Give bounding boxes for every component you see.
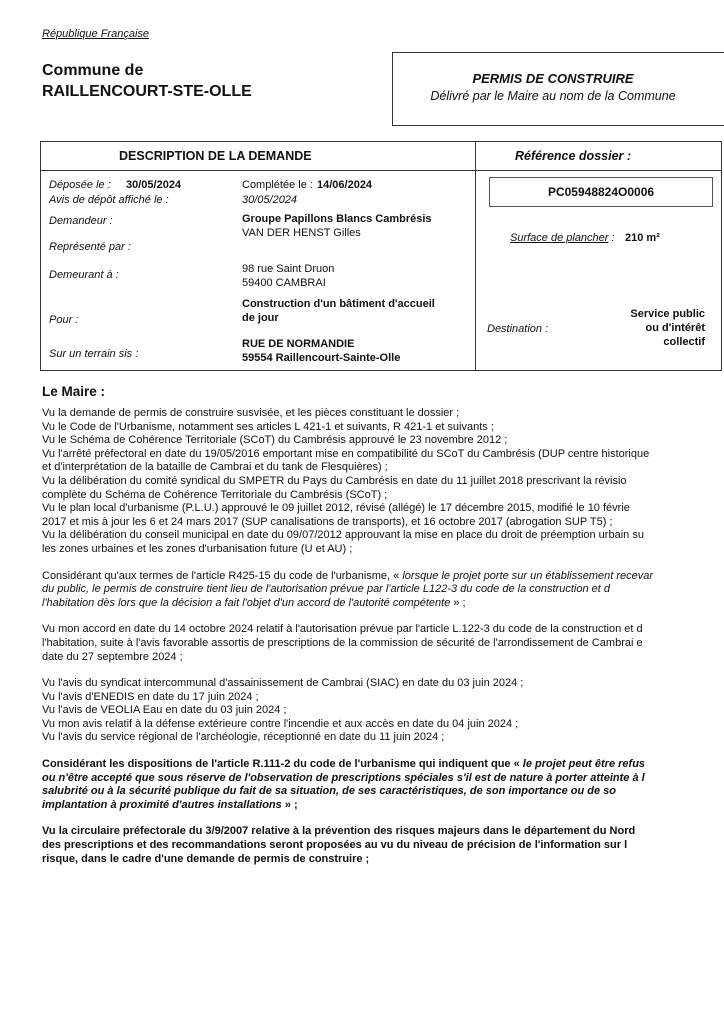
avis-line: Vu mon avis relatif à la défense extérieure contre l'incendie et aux accès en date du 04 juin 2024 ; [42,717,519,730]
vu-line: Vu le Code de l'Urbanisme, notamment ses articles L 421-1 et suivants, R 421-1 et suivants ; [42,420,494,433]
considerant-r111-line: ou n'être accepté que sous réserve de l'observation de prescriptions spéciales s'il est de nature à porter atteinte à l [42,771,645,784]
considerant-r111-line: salubrité ou à la sécurité publique du fait de sa situation, de ses caractéristiques, de son importance ou de so [42,785,616,798]
table-divider [41,170,721,171]
destination-label: Destination : [487,323,549,335]
document-body [42,407,714,866]
republique-francaise: République Française [42,28,150,40]
considerant-r111: Considérant les dispositions de l'article R.111-2 du code de l'urbanisme qui indiquent que « le projet peut être refus [42,758,646,771]
surface-value: 210 m² [625,232,660,244]
considerant-r425-line: l'habitation dès lors que la décision a fait l'objet d'un accord de l'autorité compétente » ; [42,596,466,609]
circulaire-line: Vu la circulaire préfectorale du 3/9/2007 relative à la prévention des risques majeurs dans le département du Nord [42,825,636,838]
completee-value: 14/06/2024 [317,179,373,191]
destination-line2: ou d'intérêt [645,322,705,334]
destination-line1: Service public [630,308,705,320]
represente-label: Représenté par : [49,241,131,253]
table-column-divider [475,142,476,370]
commune-name [42,60,252,102]
avis-label: Avis de dépôt affiché le : [49,194,169,206]
demandeur-org: Groupe Papillons Blancs Cambrésis [242,213,432,225]
vu-line: complète du Schéma de Cohérence Territoriale du Cambrésis (SCoT) ; [42,488,388,501]
vu-line: les zones urbaines et les zones d'urbanisation future (U et AU) ; [42,542,353,555]
avis-value: 30/05/2024 [242,194,298,206]
considerant-r425: Considérant qu'aux termes de l'article R425-15 du code de l'urbanisme, « lorsque le projet porte sur un établissement recevar [42,569,654,582]
description-table [40,141,722,371]
reference-title: Référence dossier : [515,149,632,163]
description-title: DESCRIPTION DE LA DEMANDE [119,149,312,163]
accord-line: Vu mon accord en date du 14 octobre 2024 relatif à l'autorisation prévue par l'article L.122-3 du code de la construction et d [42,623,643,636]
permis-box [392,52,724,126]
commune-label: Commune de [42,62,144,79]
considerant-r425-line: du public, le permis de construire tient lieu de l'autorisation prévue par l'article L122-3 du code de la construction et d [42,583,610,596]
avis-line: Vu l'avis d'ENEDIS en date du 17 juin 2024 ; [42,690,259,703]
demeurant-label: Demeurant à : [49,269,119,281]
demandeur-label: Demandeur : [49,215,113,227]
deposee-value: 30/05/2024 [126,179,182,191]
completee-label: Complétée le : [242,179,313,191]
vu-line: Vu l'arrêté préfectoral en date du 19/05/2016 emportant mise en compatibilité du SCoT du Cambrésis (DUP centre historique [42,447,650,460]
terrain-line2: 59554 Raillencourt-Sainte-Olle [242,352,401,364]
considerant-r111-line: implantation à proximité d'autres installations » ; [42,798,298,811]
surface-plancher [510,231,615,245]
vu-line: Vu la délibération du conseil municipal en date du 09/07/2012 approuvant la mise en place du droit de préemption urbain su [42,529,644,542]
accord-line: l'habitation, suite à l'avis favorable assortis de prescriptions de la commission de sécurité de l'arrondissement de Cambrai e [42,636,643,649]
accord-line: date du 27 septembre 2024 ; [42,650,183,663]
pour-line2: de jour [242,312,279,324]
surface-sep: : [608,232,615,244]
pour-label: Pour : [49,314,79,326]
vu-line: Vu la délibération du comité syndical du SMPETR du Pays du Cambrésis en date du 11 juillet 2018 prescrivant la révisio [42,474,627,487]
avis-line: Vu l'avis de VEOLIA Eau en date du 03 juin 2024 ; [42,704,287,717]
deposee-label: Déposée le : [49,179,111,191]
address-line2: 59400 CAMBRAI [242,277,326,289]
vu-line: 2017 et mis à jour les 6 et 24 mars 2017 (SUP canalisations de transports), et 16 octobre 2017 (abrogation SUP T5) ; [42,515,613,528]
surface-label: Surface de plancher [510,232,609,244]
vu-line: Vu la demande de permis de construire susvisée, et les pièces constituant le dossier ; [42,407,460,419]
avis-line: Vu l'avis du service régional de l'archéologie, réceptionné en date du 11 juin 2024 ; [42,731,445,744]
address-line1: 98 rue Saint Druon [242,263,335,275]
maire-title: Le Maire : [42,384,106,399]
avis-line: Vu l'avis du syndicat intercommunal d'assainissement de Cambrai (SIAC) en date du 03 juin 2024 ; [42,677,524,690]
vu-line: Vu le Schéma de Cohérence Territoriale (SCoT) du Cambrésis approuvé le 23 novembre 2012 ; [42,434,508,447]
terrain-label: Sur un terrain sis : [49,348,139,360]
vu-line: et d'interprétation de la bataille de Cambrai et du tank de Flesquières) ; [42,461,388,474]
demandeur-name: VAN DER HENST Gilles [242,227,361,239]
circulaire-line: des prescriptions et des recommandations seront proposées au vu du niveau de précision de l'information sur l [42,839,628,852]
circulaire-line: risque, dans le cadre d'une demande de permis de construire ; [42,852,370,865]
pour-line1: Construction d'un bâtiment d'accueil [242,298,435,310]
vu-line: Vu le plan local d'urbanisme (P.L.U.) approuvé le 09 juillet 2012, révisé (allégé) le 17 décembre 2015, modifié le 10 févrie [42,502,630,515]
commune-title: RAILLENCOURT-STE-OLLE [42,83,252,100]
destination-line3: collectif [663,336,705,348]
permis-title: PERMIS DE CONSTRUIRE [472,71,634,86]
reference-number: PC05948824O0006 [489,177,713,207]
terrain-line1: RUE DE NORMANDIE [242,338,355,350]
permis-subtitle: Délivré par le Maire au nom de la Commune [430,89,676,103]
